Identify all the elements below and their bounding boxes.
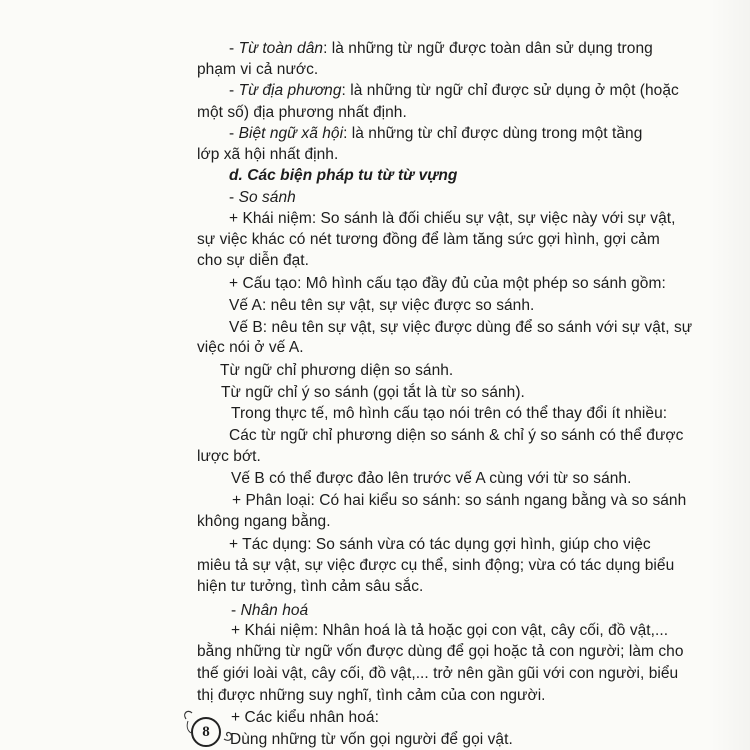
text-line: [231, 404, 667, 424]
text-line: [231, 708, 379, 728]
text-line: [197, 556, 674, 576]
text-run: : là những từ ngữ chỉ được sử dụng ở một (hoặc: [341, 82, 679, 99]
text-line: [197, 251, 309, 271]
text-run: Từ ngữ chỉ ý so sánh (gọi tắt là từ so sánh).: [221, 384, 525, 401]
text-run: : là những từ chỉ được dùng trong một tầng: [343, 125, 643, 142]
text-run: lược bớt.: [197, 448, 261, 465]
text-line: [232, 491, 686, 511]
text-line: [229, 296, 534, 316]
text-run: -: [231, 602, 241, 619]
text-run: bằng những từ ngữ vốn được dùng để gọi hoặc tả con người; làm cho: [197, 643, 684, 660]
text-line: [229, 535, 651, 555]
text-line: [197, 145, 338, 165]
text-line: [229, 209, 675, 229]
text-line: [197, 512, 331, 532]
text-run: sự việc khác có nét tương đồng để làm tăng sức gợi hình, gợi cảm: [197, 231, 660, 248]
text-run: thị được những suy nghĩ, tình cảm của con người.: [197, 687, 546, 704]
text-line: [230, 730, 513, 750]
text-line: [229, 426, 683, 446]
text-run: một số) địa phương nhất định.: [197, 104, 407, 121]
text-run: Vế A: nêu tên sự vật, sự việc được so sánh.: [229, 297, 535, 314]
text-line: [197, 686, 546, 706]
text-run: + Cấu tạo: Mô hình cấu tạo đầy đủ của một phép so sánh gồm:: [229, 275, 666, 292]
text-line: [221, 383, 525, 403]
text-line: [229, 81, 679, 101]
text-line: [231, 601, 308, 621]
text-line: [229, 124, 642, 144]
text-line: [197, 577, 423, 597]
text-run: phạm vi cả nước.: [197, 61, 319, 78]
text-run: Các từ ngữ chỉ phương diện so sánh & chỉ ý so sánh có thể được: [229, 427, 684, 444]
text-run: Từ địa phương: [238, 82, 342, 99]
text-line: [229, 188, 296, 208]
text-line: [231, 469, 631, 489]
text-run: hiện tư tưởng, tình cảm sâu sắc.: [197, 578, 424, 595]
text-run: So sánh: [238, 189, 296, 206]
text-run: -: [229, 82, 239, 99]
text-run: + Phân loại: Có hai kiểu so sánh: so sánh ngang bằng và so sánh: [232, 492, 687, 509]
text-line: [197, 338, 304, 358]
text-run: + Các kiểu nhân hoá:: [231, 709, 379, 726]
text-run: + Khái niệm: Nhân hoá là tả hoặc gọi con vật, cây cối, đồ vật,...: [231, 622, 669, 639]
text-line: [229, 166, 457, 186]
text-run: Biệt ngữ xã hội: [238, 125, 344, 142]
text-line: [197, 642, 684, 662]
text-run: : là những từ ngữ được toàn dân sử dụng trong: [323, 40, 653, 57]
text-line: [197, 60, 318, 80]
text-run: + Khái niệm: So sánh là đối chiếu sự vật, sự việc này với sự vật,: [229, 210, 676, 227]
text-run: Từ ngữ chỉ phương diện so sánh.: [220, 362, 454, 379]
text-line: [229, 39, 653, 59]
text-line: [220, 361, 453, 381]
text-run: miêu tả sự vật, sự việc được cụ thể, sinh động; vừa có tác dụng biểu: [197, 557, 675, 574]
text-line: [197, 447, 261, 467]
text-run: -: [229, 40, 239, 57]
text-run: không ngang bằng.: [197, 513, 331, 530]
text-run: việc nói ở vế A.: [197, 339, 304, 356]
text-run: lớp xã hội nhất định.: [197, 146, 339, 163]
text-line: [229, 318, 692, 338]
text-line: [231, 621, 668, 641]
text-run: -: [229, 189, 239, 206]
text-run: cho sự diễn đạt.: [197, 252, 309, 269]
text-run: -: [229, 125, 239, 142]
text-run: thế giới loài vật, cây cối, đồ vật,... trở nên gần gũi với con người, biểu: [197, 665, 679, 682]
text-run: Nhân hoá: [240, 602, 309, 619]
text-run: Vế B: nêu tên sự vật, sự việc được dùng để so sánh với sự vật, sự: [229, 319, 693, 336]
text-line: [229, 274, 666, 294]
text-run: Vế B có thể được đảo lên trước vế A cùng với từ so sánh.: [231, 470, 632, 487]
text-run: Dùng những từ vốn gọi người để gọi vật.: [230, 731, 513, 748]
text-line: [197, 230, 660, 250]
text-line: [197, 103, 407, 123]
text-line: [197, 664, 678, 684]
page-number: 8: [191, 717, 221, 747]
text-run: Từ toàn dân: [238, 40, 324, 57]
text-run: + Tác dụng: So sánh vừa có tác dụng gợi hình, giúp cho việc: [229, 536, 651, 553]
text-run: d. Các biện pháp tu từ từ vựng: [229, 167, 458, 184]
text-run: Trong thực tế, mô hình cấu tạo nói trên có thể thay đổi ít nhiều:: [231, 405, 668, 422]
page-edge-shading: [710, 0, 750, 750]
